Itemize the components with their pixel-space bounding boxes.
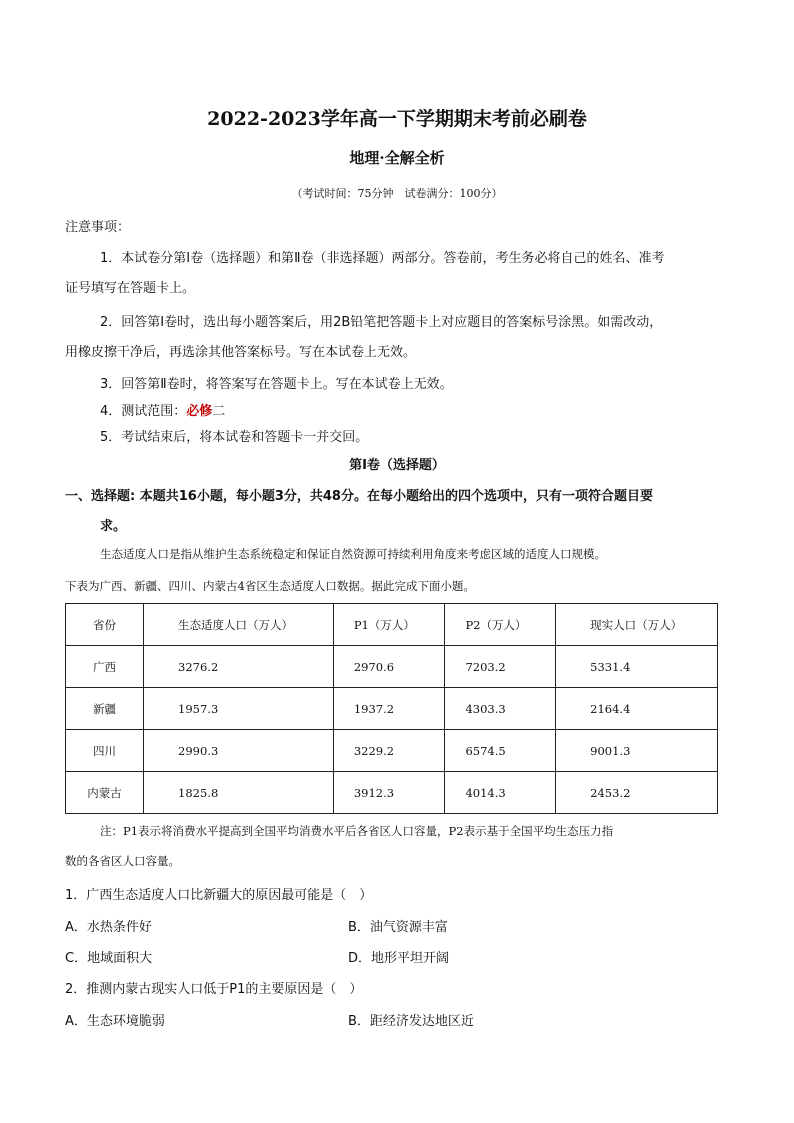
table-cell: 2453.2	[556, 772, 718, 814]
table-note-line-1: 注：P1表示将消费水平提高到全国平均消费水平后各省区人口容量，P2表示基于全国平均生态压力指	[100, 824, 614, 838]
table-cell: 2164.4	[556, 688, 718, 730]
table-row	[66, 688, 718, 730]
table-header-cell: P2（万人）	[445, 604, 556, 646]
table-cell: 3912.3	[333, 772, 445, 814]
question-2-option-b: B．距经济发达地区近	[348, 1014, 474, 1029]
table-cell: 7203.2	[445, 646, 556, 688]
table-cell: 9001.3	[556, 730, 718, 772]
question-1-option-d: D．地形平坦开阔	[348, 951, 450, 966]
table-header-row	[66, 604, 718, 646]
table-row	[66, 646, 718, 688]
table-cell: 3276.2	[144, 646, 334, 688]
table-cell: 2970.6	[333, 646, 445, 688]
population-table	[65, 603, 718, 814]
page-subtitle: 地理·全解全析	[349, 149, 445, 167]
passage-line-1: 生态适度人口是指从维护生态系统稳定和保证自然资源可持续利用角度来考虑区域的适度人口规模。	[100, 547, 606, 561]
section-instruction-line-2: 求。	[100, 519, 127, 534]
table-note-line-2: 数的各省区人口容量。	[65, 854, 180, 868]
notice-heading: 注意事项：	[65, 220, 131, 235]
table-cell: 4303.3	[445, 688, 556, 730]
test-scope-rest: 二	[212, 404, 226, 419]
question-1-option-c: C．地域面积大	[65, 951, 153, 966]
table-cell: 1957.3	[144, 688, 334, 730]
exam-info: （考试时间：75分钟 试卷满分：100分）	[291, 187, 503, 200]
passage-line-2: 下表为广西、新疆、四川、内蒙古4省区生态适度人口数据。据此完成下面小题。	[65, 579, 475, 593]
section-title: 第Ⅰ卷（选择题）	[349, 458, 445, 473]
table-cell: 6574.5	[445, 730, 556, 772]
table-cell: 四川	[66, 730, 144, 772]
question-1-option-a: A．水热条件好	[65, 920, 152, 935]
question-2-stem: 2．推测内蒙古现实人口低于P1的主要原因是（ ）	[65, 982, 363, 997]
table-header-cell: 现实人口（万人）	[556, 604, 718, 646]
notice-item-2-line-1: 2．回答第Ⅰ卷时，选出每小题答案后，用2B铅笔把答题卡上对应题目的答案标号涂黑。如需改动，	[100, 315, 663, 330]
question-1-option-b: B．油气资源丰富	[348, 920, 448, 935]
table-cell: 内蒙古	[66, 772, 144, 814]
notice-item-5: 5．考试结束后，将本试卷和答题卡一并交回。	[100, 430, 369, 445]
table-cell: 4014.3	[445, 772, 556, 814]
table-cell: 5331.4	[556, 646, 718, 688]
notice-item-3: 3．回答第Ⅱ卷时，将答案写在答题卡上。写在本试卷上无效。	[100, 377, 453, 392]
notice-item-4-prefix: 4．测试范围：	[100, 404, 187, 419]
table-header-cell: P1（万人）	[333, 604, 445, 646]
notice-item-1-line-2: 证号填写在答题卡上。	[65, 281, 196, 296]
notice-item-2-line-2: 用橡皮擦干净后，再选涂其他答案标号。写在本试卷上无效。	[65, 345, 417, 360]
notice-item-1-line-1: 1．本试卷分第Ⅰ卷（选择题）和第Ⅱ卷（非选择题）两部分。答卷前，考生务必将自己的姓名、准考	[100, 251, 665, 266]
table-cell: 1825.8	[144, 772, 334, 814]
test-scope-highlight: 必修	[186, 404, 213, 419]
question-1-stem: 1．广西生态适度人口比新疆大的原因最可能是（ ）	[65, 888, 373, 903]
table-cell: 新疆	[66, 688, 144, 730]
table-row	[66, 730, 718, 772]
question-2-option-a: A．生态环境脆弱	[65, 1014, 165, 1029]
section-instruction-line-1: 一、选择题: 本题共16小题，每小题3分，共48分。在每小题给出的四个选项中，只有一项符合题目要	[65, 489, 653, 504]
table-cell: 1937.2	[333, 688, 445, 730]
notice-item-4	[100, 400, 225, 419]
table-cell: 广西	[66, 646, 144, 688]
table-cell: 3229.2	[333, 730, 445, 772]
table-row	[66, 772, 718, 814]
table-cell: 2990.3	[144, 730, 334, 772]
page-title: 2022-2023学年高一下学期期末考前必刷卷	[207, 108, 587, 130]
section-instruction	[65, 485, 653, 504]
table-header-cell: 省份	[66, 604, 144, 646]
table-header-cell: 生态适度人口（万人）	[144, 604, 334, 646]
